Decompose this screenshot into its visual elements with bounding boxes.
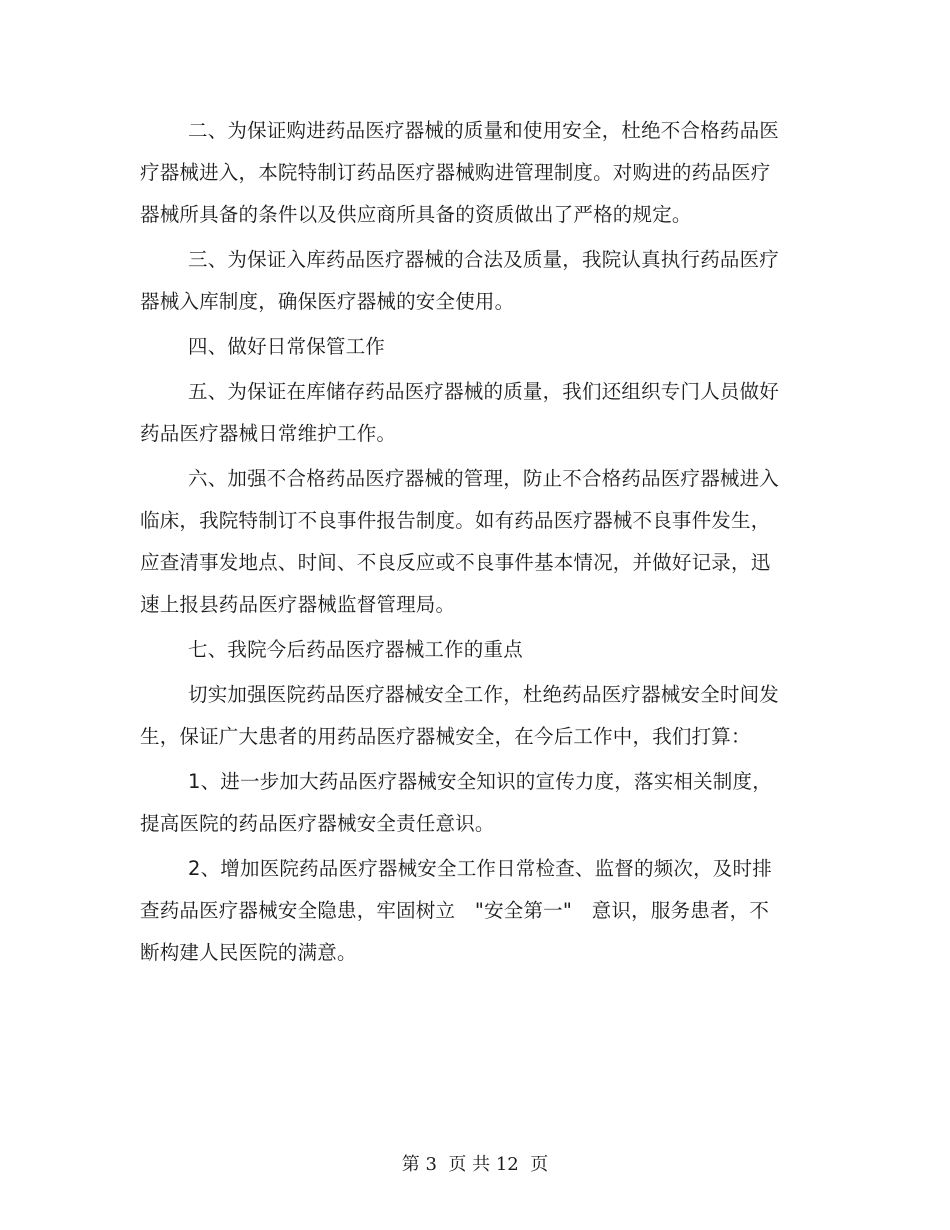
paragraph-plan-item-1: 1、进一步加大药品医疗器械安全知识的宣传力度，落实相关制度，提高医院的药品医疗器械安全责任意识。 <box>140 770 772 835</box>
paragraph-plan-item-2: 2、增加医院药品医疗器械安全工作日常检查、监督的频次，及时排查药品医疗器械安全隐患，牢固树立 "安全第一" 意识，服务患者，不断构建人民医院的满意。 <box>140 857 772 964</box>
paragraph-6: 六、加强不合格药品医疗器械的管理，防止不合格药品医疗器械进入临床，我院特制订不良事件报告制度。如有药品医疗器械不良事件发生，应查清事发地点、时间、不良反应或不良事件基本情况，并做好记录，迅速上报县药品医疗器械监督管理局。 <box>140 467 780 616</box>
paragraph-7: 七、我院今后药品医疗器械工作的重点 <box>188 638 523 661</box>
paragraph-3: 三、为保证入库药品医疗器械的合法及质量，我院认真执行药品医疗器械入库制度，确保医疗器械的安全使用。 <box>140 248 780 313</box>
paragraph-plan-intro: 切实加强医院药品医疗器械安全工作，杜绝药品医疗器械安全时间发生，保证广大患者的用药品医疗器械安全，在今后工作中，我们打算： <box>140 683 780 748</box>
page-number-footer: 第 3 页 共 12 页 <box>401 1154 549 1175</box>
paragraph-4: 四、做好日常保管工作 <box>188 335 386 358</box>
paragraph-2: 二、为保证购进药品医疗器械的质量和使用安全，杜绝不合格药品医疗器械进入，本院特制订药品医疗器械购进管理制度。对购进的药品医疗器械所具备的条件以及供应商所具备的资质做出了严格的规定。 <box>140 119 780 226</box>
paragraph-5: 五、为保证在库储存药品医疗器械的质量，我们还组织专门人员做好药品医疗器械日常维护工作。 <box>140 380 780 445</box>
document-body <box>140 110 780 977</box>
